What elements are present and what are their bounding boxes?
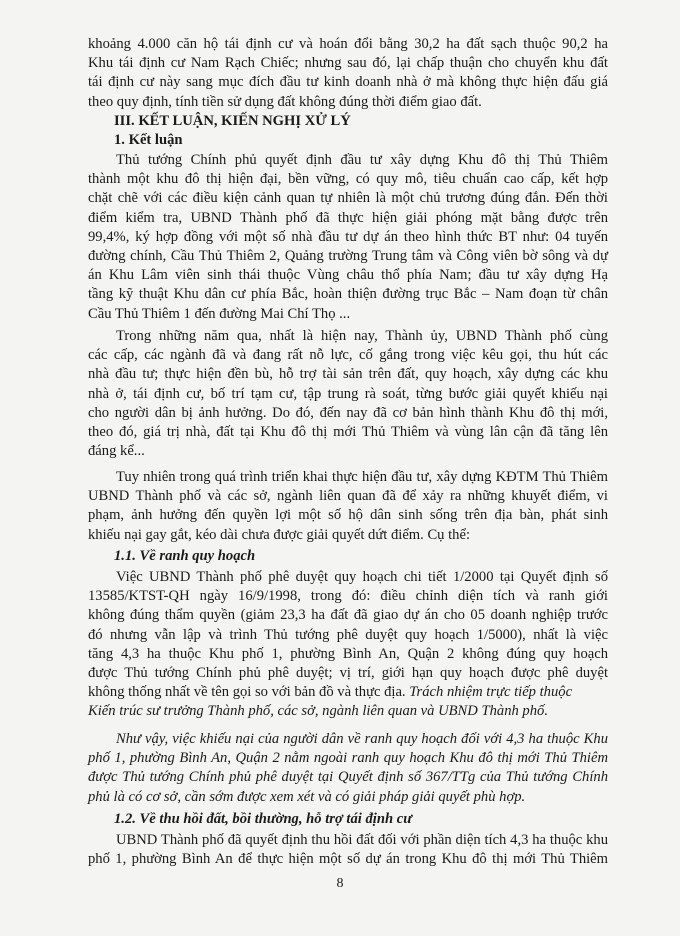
text-line: 99,4%, ký hợp đồng với một số nhà đầu tư dự án theo hình thức BT như: 04 tuyến <box>88 228 608 245</box>
paragraph-conclusion-3 <box>88 468 608 545</box>
text-line: Trong những năm qua, nhất là hiện nay, Thành ủy, UBND Thành phố cùng <box>116 328 608 344</box>
responsibility-note: Trách nhiệm trực tiếp thuộc <box>409 684 573 701</box>
text-line: tăng 4,3 ha thuộc Khu phố 1, phường Bình An, Quận 2 không đúng quy hoạch <box>88 645 608 662</box>
text-line: chặt chẽ với các điều kiện cảnh quan tự nhiên là một chủ trương đúng đắn. Đến thời <box>88 190 608 207</box>
subsection-heading-planning-boundary: 1.1. Về ranh quy hoạch <box>114 548 256 564</box>
text-line: tầng kỹ thuật Khu dân cư phía Bắc, hoàn thiện đường trục Bắc – Nam đoạn từ chân <box>88 286 608 303</box>
text-line: Cầu Thủ Thiêm 1 đến đường Mai Chí Thọ ... <box>88 305 351 322</box>
text-line: Như vậy, việc khiếu nại của người dân về ranh quy hoạch đối với 4,3 ha thuộc Khu <box>116 731 608 747</box>
paragraph-planning-assessment <box>88 730 608 807</box>
text-line: nhà ở, tái định cư, bố trí tạm cư, tập trung rà soát, từng bước giải quyết khiếu nại <box>88 385 608 402</box>
subsection-heading-conclusion: 1. Kết luận <box>114 132 183 148</box>
text-line: tái định cư này sang mục đích đầu tư kinh doanh nhà ở mà không thực hiện đấu giá <box>88 74 608 91</box>
text-line: được Thủ tướng Chính phủ phê duyệt tại Quyết định số 367/TTg của Thủ tướng Chính <box>88 769 608 786</box>
text-line: án Khu Lâm viên sinh thái thuộc Vùng châu thổ phía Nam; đầu tư xây dựng Hạ <box>88 267 608 284</box>
text-line: phạm, ảnh hưởng đến quyền lợi một số hộ dân sinh sống trên địa bàn, phát sinh <box>88 507 608 524</box>
text-line: đường chính, Cầu Thủ Thiêm 2, Quảng trường Trung tâm và Công viên bờ sông và dự <box>88 248 608 265</box>
text-line: Khu tái định cư Nam Rạch Chiếc; nhưng sau đó, lại chấp thuận cho chuyển khu đất <box>88 55 608 72</box>
text-line: Tuy nhiên trong quá trình triển khai thực hiện đầu tư, xây dựng KĐTM Thủ Thiêm <box>116 469 608 485</box>
text-line: đáng kể... <box>88 443 145 460</box>
paragraph-intro <box>88 35 608 112</box>
text-line: Thủ tướng Chính phủ quyết định đầu tư xây dựng Khu đô thị Thủ Thiêm <box>116 152 608 168</box>
text-line: theo đó, giá trị nhà, đất tại Khu đô thị mới Thủ Thiêm và vùng lân cận đã tăng lên <box>88 424 608 441</box>
text-line: phố 1, phường Bình An, Quận 2 nằm ngoài ranh quy hoạch Khu đô thị mới Thủ Thiêm <box>88 750 608 767</box>
text-line: không thống nhất về tên gọi so với bản đồ và thực địa. Trách nhiệm trực tiếp thuộc <box>88 684 573 701</box>
paragraph-land-recovery <box>88 831 608 869</box>
paragraph-conclusion-2 <box>88 327 608 461</box>
text-line: không đúng thẩm quyền (giảm 23,3 ha đất đã giao dự án cho 05 doanh nghiệp trước <box>88 607 608 624</box>
page-number: 8 <box>336 876 344 891</box>
subsection-heading-land-recovery: 1.2. Về thu hồi đất, bồi thường, hỗ trợ tái định cư <box>114 811 412 827</box>
paragraph-conclusion-1 <box>88 151 608 324</box>
text-line: theo quy định, tính tiền sử dụng đất không đúng thời điểm giao đất. <box>88 93 482 110</box>
text-line: phủ là có cơ sở, cần sớm được xem xét và có giải pháp giải quyết phù hợp. <box>88 788 526 805</box>
text-line: UBND Thành phố và các sở, ngành liên quan đã để xảy ra những khuyết điểm, vi <box>88 488 608 505</box>
text-line: Việc UBND Thành phố phê duyệt quy hoạch chi tiết 1/2000 tại Quyết định số <box>116 569 608 585</box>
text-line: khiếu nại gay gắt, kéo dài chưa được giải quyết dứt điểm. Cụ thể: <box>88 526 471 543</box>
text-line: 13585/KTST-QH ngày 16/9/1998, trong đó: điều chỉnh diện tích và ranh giới <box>88 588 608 605</box>
text-line: thành một khu đô thị hiện đại, bền vững, có quy mô, tiêu chuẩn cao cấp, kết hợp <box>88 171 608 188</box>
text-line: điểm kiểm tra, UBND Thành phố đã thực hiện giải phóng mặt bằng được trên <box>88 209 608 226</box>
text-line: được Thủ tướng Chính phủ phê duyệt; vị trí, giới hạn quy hoạch được phê duyệt <box>88 665 608 682</box>
text-line: các cấp, các ngành đã và đang rất nỗ lực, cố gắng trong việc kêu gọi, thu hút các <box>88 347 608 364</box>
text-line: cho người dân bị ảnh hưởng. Do đó, đến nay đã cơ bản hình thành Khu đô thị mới, <box>88 404 608 421</box>
text-line: nhà đầu tư; thực hiện đền bù, hỗ trợ tài sản trên đất, quy hoạch, xây dựng các khu <box>88 366 608 383</box>
text-line: phố 1, phường Bình An để thực hiện một số dự án trong Khu đô thị mới Thủ Thiêm <box>88 851 608 868</box>
text-line: Kiến trúc sư trưởng Thành phố, các sở, ngành liên quan và UBND Thành phố. <box>88 703 548 720</box>
paragraph-planning-boundary <box>88 568 608 722</box>
text-line: khoảng 4.000 căn hộ tái định cư và hoán đổi bằng 30,2 ha đất sạch thuộc 90,2 ha <box>88 36 608 52</box>
section-heading-iii: III. KẾT LUẬN, KIẾN NGHỊ XỬ LÝ <box>114 113 351 129</box>
text-line: UBND Thành phố đã quyết định thu hồi đất đối với phần diện tích 4,3 ha thuộc khu <box>116 832 608 848</box>
text-line: đó nhưng vẫn lập và trình Thủ tướng phê duyệt quy hoạch 1/5000), nhất là việc <box>88 626 608 643</box>
